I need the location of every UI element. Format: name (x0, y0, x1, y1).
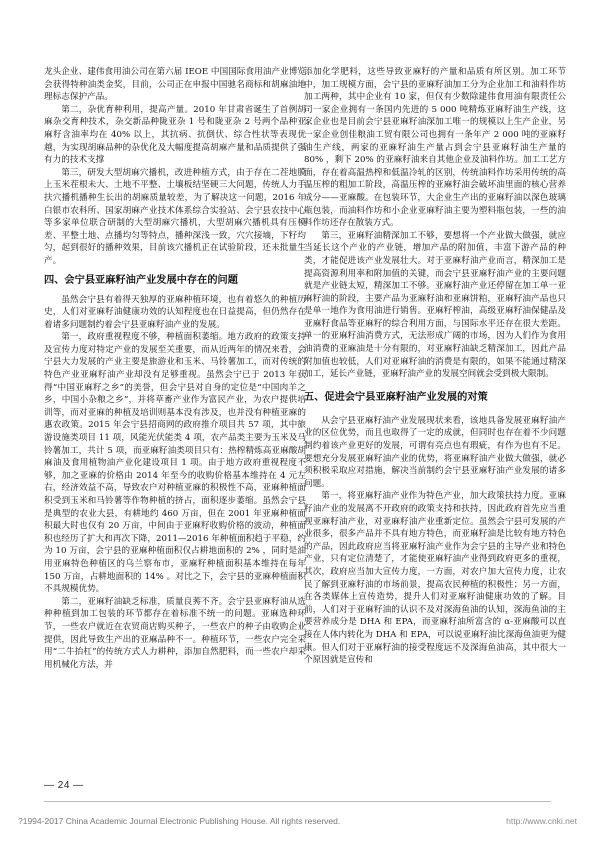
right-column (304, 66, 566, 667)
paragraph: 第二，杂优育种利用，提高产量。2010 年甘肃省诞生了首例胡麻杂交育种技术，杂交新品种陇亚杂 1 号和陇亚杂 2 号两个品种亚麻籽含油率均在 40% 以上，其抗病、抗倒伏、综合性状等表现优越，为实现胡麻品种的杂优化及大幅度提高胡麻产量和品质提供了强有力的技术支撑 (44, 104, 306, 166)
paragraph: 第三，研发大型胡麻穴播机，改进种植方式，由于存在二茬地膜上玉米茬根未大、土地不平整、土壤板结坚硬三大问题，传统人力手扶穴播机播种生长出的胡麻质量较差，为了解决这一问题，2016 年白银市农科所、国家胡麻产业技术体系综合实验站、会宁县农技中心等多家单位联合研制的大型胡麻穴播机，大型胡麻穴播机具有压模差、平整土地、点播均匀等特点，播种深浅一致，穴穴接墒，下籽均匀，起到很好的播种效果，目前该穴播机正在试验阶段，还未批量生产。 (44, 167, 306, 266)
paragraph: 龙头企业、建伟食用油公司在第六届 IEOE 中国国际食用油产业博览会获得特种油类金奖，目前，公司正在申报中国驰名商标和胡麻油地理标志保护产品。 (44, 67, 306, 103)
paragraph: 从会宁县亚麻籽油产业发展现状来看，该地具备发展亚麻籽油产业的区位优势，而且也取得了一定的成就，但同时也存在着不少问题制约着该产业更好的发展，可谓有亮点也有瑕疵，有作为也有不足。要想充分发展亚麻籽油产业的优势，将亚麻籽油产业做大做强，就必须积极采取应对措施，解决当前制约会宁县亚麻籽油产业发展的诸多问题。 (304, 415, 566, 489)
paragraph: 第一，将亚麻籽油产业作为特色产业，加大政策扶持力度。亚麻籽油产业的发展离不开政府的政策支持和扶持，因此政府首先应当重视亚麻籽油产业，对亚麻籽油产业重新定位。虽然会宁县可发展的产业很多，很多产品并不具有地方特色，而亚麻籽油是比较有地方特色的产品，因此政府应当将亚麻籽油产业作为会宁县的主导产业和特色产业，只有定位清楚了，才能使亚麻籽油产业得到政府更多的重视，其次，政府应当加大宣传力度，一方面，对农户加大宣传力度，让农民了解到亚麻籽油的市场前景，提高农民种植的积极性；另一方面，在各类媒体上宣传造势，提升人们对亚麻籽油健康功效的了解。目前，人们对于亚麻籽油的认识不及对深海鱼油的认知，深海鱼油的主要营养成分是 DHA 和 EPA，而亚麻籽油所富含的 α-亚麻酸可以直接在人体内转化为 DHA 和 EPA，可以说亚麻籽油比深海鱼油更为健康。但人们对于亚麻籽油的接受程度远不及深海鱼油高，其中很大一个原因就是宣传和 (304, 491, 566, 666)
paragraph: 添加化学肥料，这些导致亚麻籽的产量和品质有所区别。加工环节中，加工规模方面，会宁县的亚麻籽油加工分为企业加工和油料作坊加工两种，其中企业有 10 家，但仅有少数除建伟食用油有限责任公司一家企业拥有一条国内先进的 5 000 吨精炼亚麻籽油生产线，这家企业也是目前会宁县亚麻籽油深加工唯一的规模以上生产企业，另一家企业创佳粮油工贸有限公司也拥有一条年产 2 000 吨的亚麻籽油生产线，两家的亚麻籽油生产量占到会宁县亚麻籽油生产量的 80% ，剩下 20% 的亚麻籽油来自其他企业及油料作坊。加工工艺方面，存在着高温热榨和低温冷轧的区别，传统油料作坊采用传统的高温压榨的粗加工阶段，高温压榨的亚麻籽油会破坏油里面的核心营养成分——亚麻酸。在包装环节，大企业生产出的亚麻籽油以深色玻璃瓶包装，而油料作坊和小企业亚麻籽油主要为塑料瓶包装，一些的油料作坊还存在散装方式。 (304, 67, 566, 229)
paragraph: 第三，亚麻籽油精深加工不够，要想将一个产业做大做强，就应当延长这个产业的产业链，增加产品的附加值，丰富下游产品的种类，才能促进该产业发展壮大。对于亚麻籽油产业而言，精深加工是提高资源利用率和附加值的关键，而会宁县亚麻籽油产业的主要问题就是产业链太短，精深加工不够。亚麻籽油产业还停留在加工单一亚麻籽油的阶段，主要产品为亚麻籽油和亚麻饼粕，亚麻籽油产品也只是单一地作为食用油进行销售。亚麻籽榨油，高级亚麻籽油保健品及亚麻籽食品等亚麻籽的综合利用方面，与国际水平还存在很大差距。单一的亚麻籽油消费方式，无法形成广阔的市场，因为人们作为食用油消费的亚麻油是十分有限的，对亚麻籽油缺乏精深加工，因此产品附加值也较低，人们对亚麻籽油的消费是有限的，如果不能通过精深加工，延长产业链，亚麻籽油产业的发展空间就会受到极大限制。 (304, 230, 566, 380)
page-number: — 24 — (44, 780, 84, 791)
footer-divider (44, 801, 551, 802)
section-heading: 四、会宁县亚麻籽油产业发展中存在的问题 (44, 274, 238, 286)
paragraph: 第二，亚麻籽油缺乏标准，质量良莠不齐。会宁县亚麻籽油从选种种植到加工包装的环节都存在着标准不统一的问题。亚麻选种环节，一些农户就近在农贸商店购买种子，一些农户的种子由收购企业提供，因此导致生产出的亚麻品种不一。种植环节，一些农户完全采用“二牛抬杠”的传统方式人力耕种，添加自然肥料，而一些农户却采用机械化方法，并 (44, 596, 306, 670)
left-column (44, 66, 306, 671)
footer-url-link[interactable]: http://www.cnki.net (506, 816, 577, 826)
paragraph: 虽然会宁县有着得天独厚的亚麻种植环境，也有着悠久的种植历史，人们对亚麻籽油健康功效的认知程度也在日益提高，但仍然存在着诸多问题制约着会宁县亚麻籽油产业的发展。 (44, 294, 306, 330)
footer-copyright: ?1994-2017 China Academic Journal Electronic Publishing House. All rights reserved. (18, 816, 341, 826)
section-heading: 五、促进会宁县亚麻籽油产业发展的对策 (304, 391, 488, 403)
paragraph: 第一，政府重视程度不够，种植面积萎缩。地方政府的政策支持及宣传力度对特定产业的发展至关重要，而从近两年的情况来看，会宁县大力发展的产业主要是旅游业和玉米、马铃薯加工，而对传统的特色产业亚麻籽油产业却没有足够重视。虽然会宁已于 2013 年获得“中国亚麻籽之乡”的美誉，但会宁县对自身的定位是“中国肉羊之乡，中国小杂粮之乡”，并将草畜产业作为富民产业，为农户提供培训等，而对亚麻的种植及培训则基本没有涉及，也并没有种植亚麻的惠农政策。2015 年会宁县招商网的政府推介项目共 57 项，其中旅游设施类项目 11 项，风能光伏能类 4 项，农产品类主要为玉米及马铃薯加工，共计 5 项，而亚麻籽油类项目只有：热榨精炼高亚麻酸胡麻油及食用植物油产业化建设项目 1 项。由于地方政府重视程度不够，加之亚麻的价格由 2014 年至今的收购价格基本维持在 4 元左右，经济效益不高，导致农户对种植亚麻的积极性不高，亚麻种植面积受到玉米和马铃薯等作物种植的挤占，面积逐步萎缩。虽然会宁县是典型的农业大县，有耕地约 460 万亩，但在 2001 年亚麻种植面积最大时也仅有 20 万亩，中间由于亚麻籽收购价格的波动，种植面积也经历了扩大和再次下降，2011—2016 年种植面积趋于平稳，约为 10 万亩，会宁县的亚麻种植面积仅占耕地面积的 2% ，同时是油用亚麻特色种植区的乌兰察布市，亚麻籽种植面积基本维持在每年 150 万亩，占耕地面积的 14% 。对比之下，会宁县的亚麻种植面积不具规模优势。 (44, 332, 306, 595)
footer (0, 813, 595, 831)
